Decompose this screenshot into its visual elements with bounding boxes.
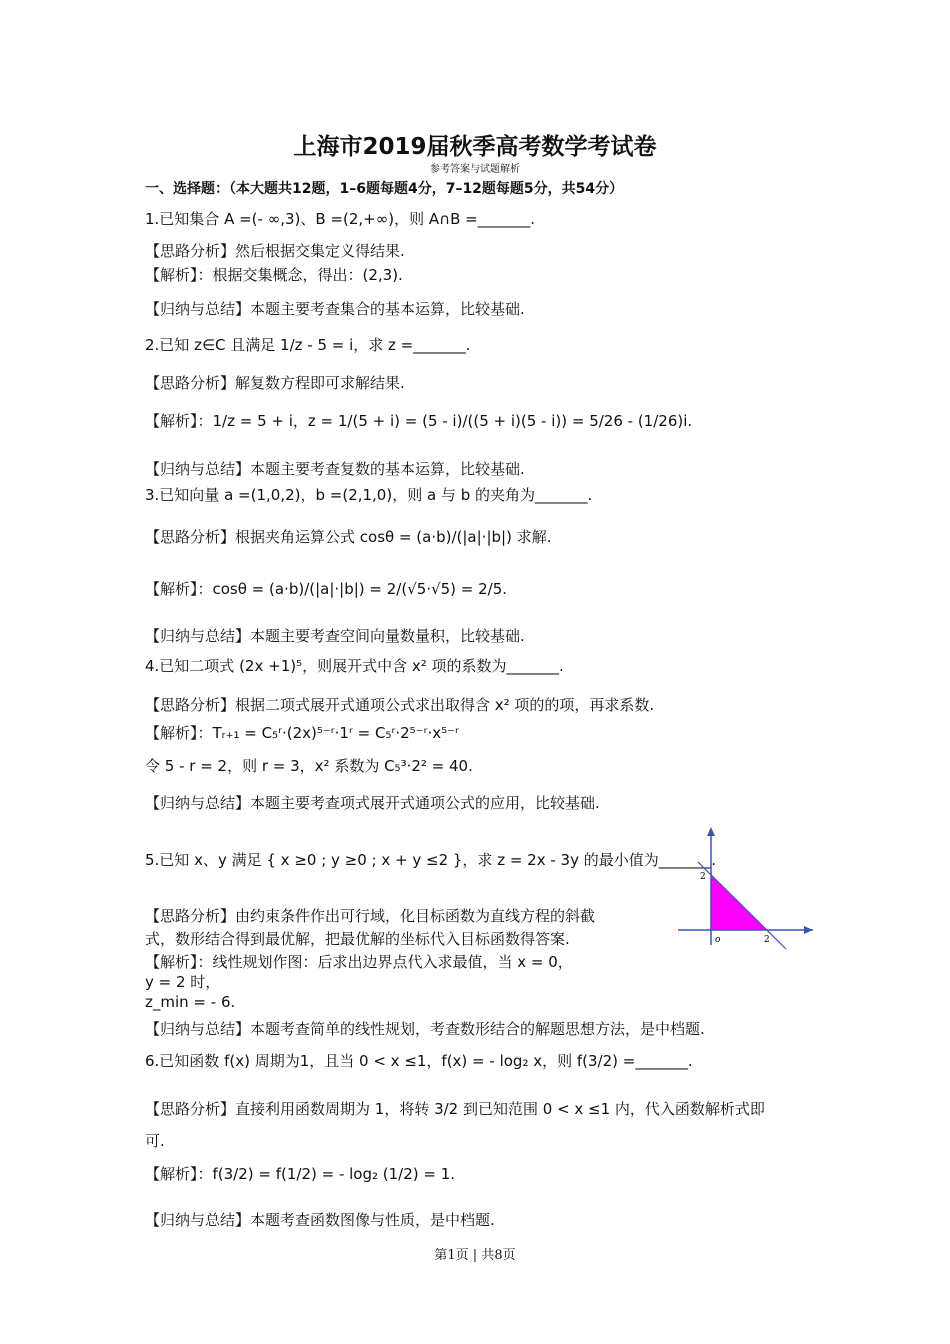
question-1: 1.已知集合 A =(- ∞,3)、B =(2,+∞)，则 A∩B =_______. bbox=[145, 210, 535, 228]
x-intercept-label: 2 bbox=[764, 935, 770, 945]
y-axis-arrow bbox=[707, 827, 715, 836]
q5-solution-3: z_min = - 6. bbox=[145, 993, 236, 1011]
q5-solution: 【解析】：线性规划作图：后求出边界点代入求最值，当 x = 0， bbox=[145, 953, 573, 971]
q4-analysis: 【思路分析】根据二项式展开式通项公式求出取得含 x² 项的的项，再求系数. bbox=[145, 696, 655, 714]
q1-analysis: 【思路分析】然后根据交集定义得结果. bbox=[145, 242, 405, 260]
q5-analysis: 【思路分析】由约束条件作出可行域，化目标函数为直线方程的斜截 bbox=[145, 907, 596, 925]
x-axis-arrow bbox=[804, 926, 813, 934]
q2-analysis: 【思路分析】解复数方程即可求解结果. bbox=[145, 374, 405, 392]
q6-analysis: 【思路分析】直接利用函数周期为 1，将转 3/2 到已知范围 0 < x ≤1 内，代入函数解析式即 bbox=[145, 1100, 765, 1118]
question-5: 5.已知 x、y 满足 { x ≥0 ; y ≥0 ; x + y ≤2 }，求 z = 2x - 3y 的最小值为_______. bbox=[145, 851, 716, 869]
q5-analysis-2: 式，数形结合得到最优解，把最优解的坐标代入目标函数得答案. bbox=[145, 930, 570, 948]
q1-summary: 【归纳与总结】本题主要考查集合的基本运算，比较基础. bbox=[145, 300, 525, 318]
q4-solution: 【解析】：Tᵣ₊₁ = C₅ʳ·(2x)⁵⁻ʳ·1ʳ = C₅ʳ·2⁵⁻ʳ·x⁵⁻ʳ bbox=[145, 724, 459, 742]
q4-solution-2: 令 5 - r = 2，则 r = 3，x² 系数为 C₅³·2² = 40. bbox=[145, 757, 473, 775]
page-footer: 第1页 | 共8页 bbox=[434, 1248, 516, 1263]
feasible-region-figure bbox=[678, 825, 818, 950]
question-4: 4.已知二项式 (2x +1)⁵，则展开式中含 x² 项的系数为_______. bbox=[145, 657, 564, 675]
q4-summary: 【归纳与总结】本题主要考查项式展开式通项公式的应用，比较基础. bbox=[145, 794, 600, 812]
q1-solution: 【解析】：根据交集概念，得出：(2,3). bbox=[145, 266, 403, 284]
q3-analysis: 【思路分析】根据夹角运算公式 cosθ = (a·b)/(|a|·|b|) 求解. bbox=[145, 528, 552, 546]
q2-solution: 【解析】：1/z = 5 + i，z = 1/(5 + i) = (5 - i)/((5 + i)(5 - i)) = 5/26 - (1/26)i. bbox=[145, 412, 693, 430]
question-6: 6.已知函数 f(x) 周期为1，且当 0 < x ≤1，f(x) = - log₂ x，则 f(3/2) =_______. bbox=[145, 1052, 693, 1070]
q3-summary: 【归纳与总结】本题主要考查空间向量数量积，比较基础. bbox=[145, 627, 525, 645]
origin-label: o bbox=[715, 935, 721, 945]
q3-solution: 【解析】：cosθ = (a·b)/(|a|·|b|) = 2/(√5·√5) = 2/5. bbox=[145, 580, 508, 598]
q2-summary: 【归纳与总结】本题主要考查复数的基本运算，比较基础. bbox=[145, 460, 525, 478]
q5-summary: 【归纳与总结】本题考查简单的线性规划，考查数形结合的解题思想方法，是中档题. bbox=[145, 1020, 705, 1038]
page-title: 上海市2019届秋季高考数学考试卷 bbox=[293, 134, 657, 160]
y-intercept-label: 2 bbox=[700, 872, 706, 882]
q6-summary: 【归纳与总结】本题考查函数图像与性质，是中档题. bbox=[145, 1211, 495, 1229]
question-3: 3.已知向量 a =(1,0,2)，b =(2,1,0)，则 a 与 b 的夹角为_______. bbox=[145, 486, 593, 504]
question-2: 2.已知 z∈C 且满足 1/z - 5 = i，求 z =_______. bbox=[145, 336, 471, 354]
section-heading: 一、选择题：（本大题共12题，1–6题每题4分，7–12题每题5分，共54分） bbox=[145, 181, 624, 197]
q6-solution: 【解析】：f(3/2) = f(1/2) = - log₂ (1/2) = 1. bbox=[145, 1165, 456, 1183]
q6-analysis-2: 可. bbox=[145, 1132, 165, 1150]
q5-solution-2: y = 2 时， bbox=[145, 973, 221, 991]
page-subtitle: 参考答案与试题解析 bbox=[430, 164, 520, 175]
